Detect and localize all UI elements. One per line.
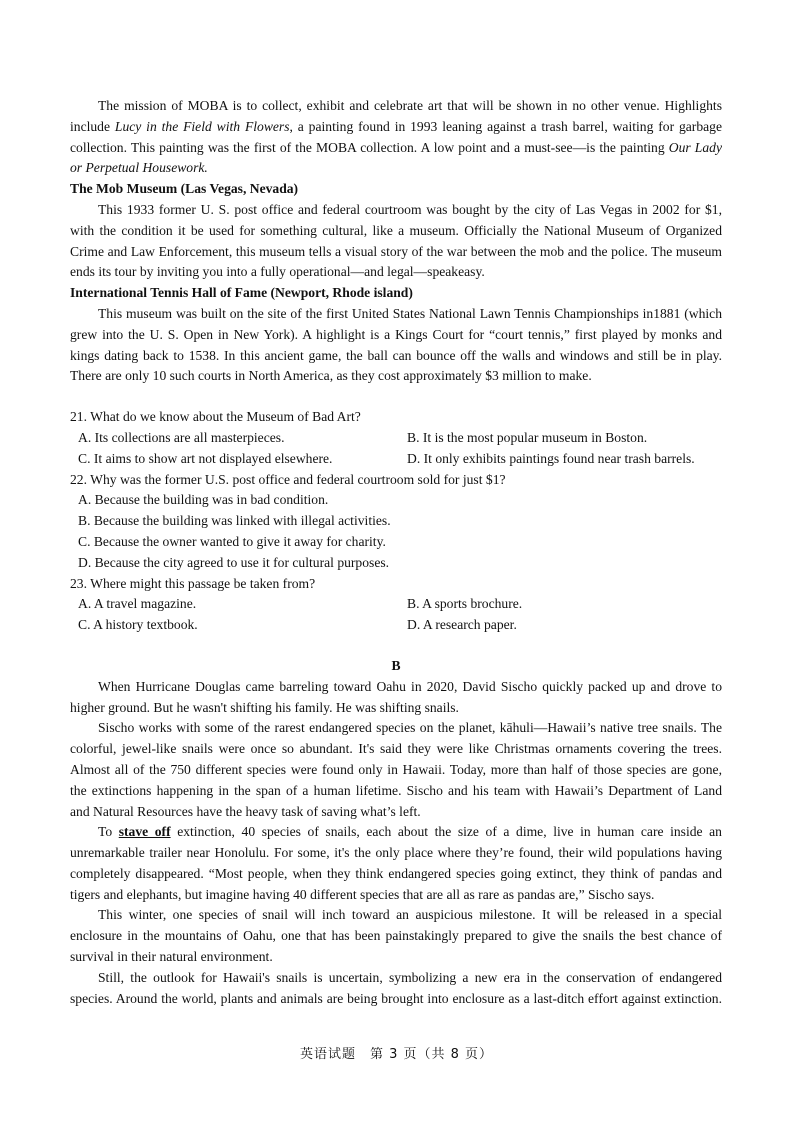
- text-line: completely disappeared. “Most people, when they think endangered species going extinct, they think of pandas and: [70, 865, 722, 881]
- text-line: or Perpetual Housework.: [70, 160, 208, 176]
- moba-paragraph: [70, 96, 722, 179]
- text-line: the extinctions happening in the span of a human lifetime. Sischo and his team with Hawaii’s Department of Land: [70, 782, 722, 798]
- painting-title: Our Lady: [668, 139, 722, 155]
- page-footer: 英语试题 第 3 页（共 8 页）: [299, 1047, 494, 1062]
- text-line: survival in their natural environment.: [70, 949, 273, 965]
- text-line: species. Around the world, plants and animals are being brought into enclosure as a last-ditch effort against extinction.: [70, 990, 722, 1006]
- text-line: colorful, jewel-like snails were once so abundant. It's said they were like Christmas ornaments covering the trees.: [70, 741, 722, 757]
- option-a: A. A travel magazine.: [78, 596, 197, 612]
- option-a: A. Because the building was in bad condition.: [78, 492, 329, 508]
- option-b: B. A sports brochure.: [407, 596, 523, 612]
- question-stem: 21. What do we know about the Museum of Bad Art?: [70, 409, 361, 425]
- passage-label: B: [391, 657, 401, 673]
- option-d: D. It only exhibits paintings found near trash barrels.: [407, 450, 695, 466]
- spacer: [70, 387, 722, 407]
- text-line: include Lucy in the Field with Flowers, a painting found in 1993 leaning against a trash barrel, waiting for garbage: [70, 118, 722, 134]
- text-line: Almost all of the 750 different species were found only in Hawaii. Today, more than half of those species are gone,: [70, 761, 722, 777]
- question-23: [70, 574, 722, 636]
- option-c: C. Because the owner wanted to give it away for charity.: [78, 533, 386, 549]
- question-21: [70, 407, 722, 469]
- option-d: D. A research paper.: [407, 617, 517, 633]
- page-content: [70, 96, 722, 1009]
- text-line: higher ground. But he wasn't shifting his family. He was shifting snails.: [70, 699, 459, 715]
- mob-museum-section: [70, 179, 722, 283]
- text-line: To stave off extinction, 40 species of snails, each about the size of a dime, live in human care inside an: [98, 824, 722, 840]
- text-line: The mission of MOBA is to collect, exhibit and celebrate art that will be shown in no other venue. Highlights: [98, 98, 722, 113]
- text-line: Still, the outlook for Hawaii's snails is uncertain, symbolizing a new era in the conservation of endangered: [98, 969, 722, 985]
- text-line: with the condition it be used for something cultural, like a museum. Officially the National Museum of Organized: [70, 222, 722, 238]
- text-line: kings dating back to 1538. In this ancient game, the ball can bounce off the walls and windows and still be in play.: [70, 347, 722, 363]
- text-line: This winter, one species of snail will inch toward an auspicious milestone. It will be released in a special: [98, 907, 722, 923]
- text-line: Sischo works with some of the rarest endangered species on the planet, kāhuli—Hawaii’s native tree snails. The: [98, 720, 722, 736]
- text-line: This 1933 former U. S. post office and federal courtroom was bought by the city of Las Vegas in 2002 for $1,: [98, 201, 722, 217]
- painting-title: Lucy in the Field with Flowers: [114, 118, 290, 134]
- question-stem: 22. Why was the former U.S. post office and federal courtroom sold for just $1?: [70, 471, 506, 487]
- option-b: B. Because the building was linked with illegal activities.: [78, 513, 391, 529]
- text-line: tigers and elephants, but imagine having 40 different species that are all as rare as pandas are,” Sischo says.: [70, 886, 655, 902]
- passage-b: [70, 656, 722, 1010]
- section-heading: The Mob Museum (Las Vegas, Nevada): [70, 181, 299, 197]
- option-d: D. Because the city agreed to use it for cultural purposes.: [78, 554, 390, 570]
- tennis-hall-section: [70, 283, 722, 387]
- question-22: [70, 470, 722, 574]
- section-heading: International Tennis Hall of Fame (Newport, Rhode island): [70, 285, 413, 301]
- text-line: and Natural Resources have the heavy task of saving what’s left.: [70, 803, 421, 819]
- text-line: Crime and Law Enforcement, this museum tells a visual story of the war between the mob and the police. The museum: [70, 243, 722, 259]
- text-line: When Hurricane Douglas came barreling toward Oahu in 2020, David Sischo quickly packed up and drove to: [98, 678, 722, 694]
- underlined-phrase: stave off: [118, 824, 171, 840]
- text-line: There are only 10 such courts in North America, as they cost approximately $3 million to make.: [70, 368, 592, 384]
- text-line: collection. This painting was the first of the MOBA collection. A low point and a must-see—is the painting Our Lady: [70, 139, 722, 155]
- spacer: [70, 636, 722, 656]
- text-line: unremarkable trailer near Honolulu. For some, it's the only place where they’re found, their wild populations having: [70, 845, 722, 861]
- option-a: A. Its collections are all masterpieces.: [78, 429, 285, 445]
- option-c: C. It aims to show art not displayed elsewhere.: [78, 450, 333, 466]
- text-line: ends its tour by inviting you into a fully operational—and legal—speakeasy.: [70, 264, 485, 280]
- option-b: B. It is the most popular museum in Boston.: [407, 429, 648, 445]
- text-line: enclosure in the mountains of Oahu, one that has been painstakingly prepared to give the snails the best chance of: [70, 928, 722, 944]
- question-stem: 23. Where might this passage be taken from?: [70, 575, 316, 591]
- option-c: C. A history textbook.: [78, 617, 198, 633]
- text-line: This museum was built on the site of the first United States National Lawn Tennis Championships in1881 (which: [98, 305, 722, 321]
- text-line: grew into the U. S. Open in New York). A highlight is a Kings Court for “court tennis,” first played by monks and: [70, 326, 722, 342]
